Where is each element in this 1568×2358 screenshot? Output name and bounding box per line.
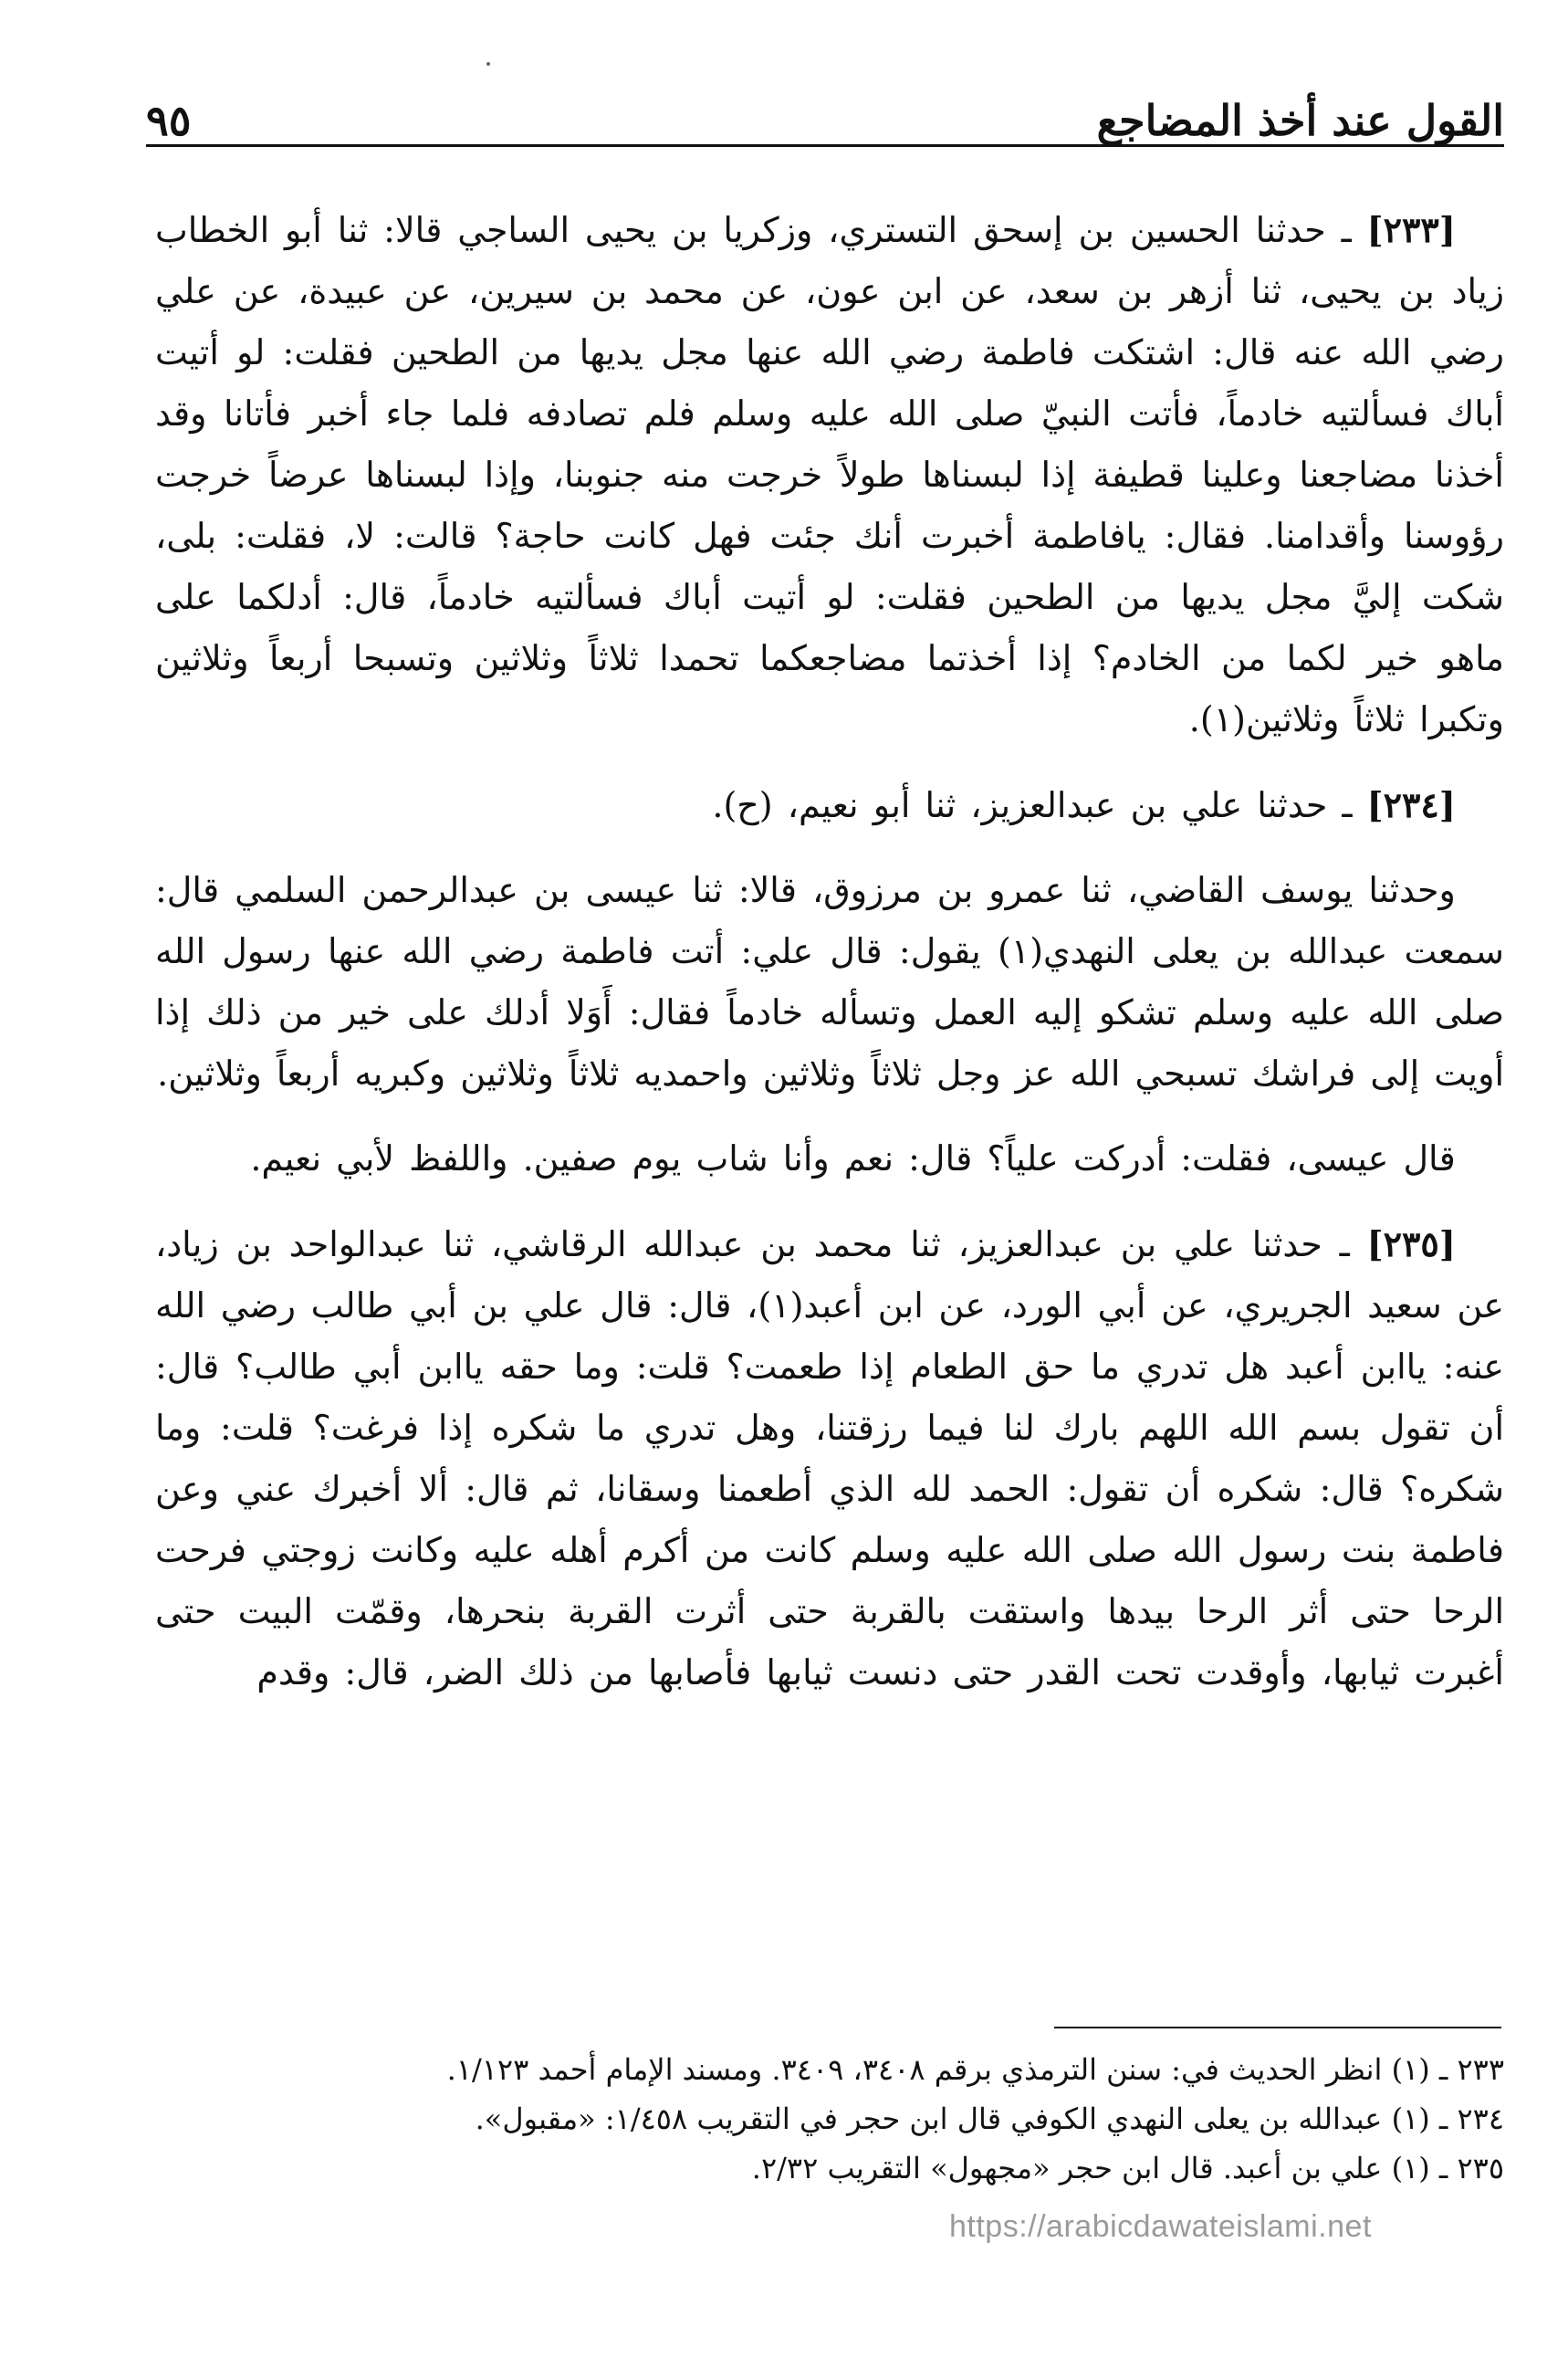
- footnote-rule: [1054, 2027, 1501, 2028]
- hadith-234-note: [155, 1128, 1504, 1189]
- main-text: [155, 199, 1504, 1703]
- hadith-234: [155, 774, 1504, 836]
- hadith-text: ـ حدثنا الحسين بن إسحق التستري، وزكريا بن يحيى الساجي قالا: ثنا أبو الخطاب زياد بن يحيى، ثنا أزهر بن سعد، عن ابن عون، عن محمد بن سيرين، عن عبيدة، عن علي رضي الله عنه قال: اشتكت فاطمة رضي الله عنها مجل يديها من الطحين فقلت: لو أتيت أباك فسألتيه خادماً، فأتت النبيّ صلى الله عليه وسلم فلم تصادفه فلما جاء أخبر فأتانا وقد أخذنا مضاجعنا وعلينا قطيفة إذا لبسناها طولاً خرجت منه جنوبنا، وإذا لبسناها عرضاً خرجت رؤوسنا وأقدامنا. فقال: يافاطمة أخبرت أنك جئت فهل كانت حاجة؟ قالت: لا، فقلت: بلى، شكت إليَّ مجل يديها من الطحين فقلت: لو أتيت أباك فسألتيه خادماً، قال: أدلكما على ماهو خير لكما من الخادم؟ إذا أخذتما مضاجعكما تحمدا ثلاثاً وثلاثين وتسبحا أربعاً وثلاثين وتكبرا ثلاثاً وثلاثين(١).: [155, 210, 1505, 739]
- hadith-number: [٢٣٣]: [1366, 209, 1456, 250]
- hadith-number: [٢٣٥]: [1366, 1223, 1456, 1264]
- chapter-title: القول عند أخذ المضاجع: [1096, 96, 1504, 145]
- hadith-text: قال عيسى، فقلت: أدركت علياً؟ قال: نعم وأنا شاب يوم صفين. واللفظ لأبي نعيم.: [250, 1138, 1456, 1179]
- footnote-235: ٢٣٥ ـ (١) علي بن أعبد. قال ابن حجر «مجهول» التقريب ٢/٣٢.: [751, 2151, 1504, 2185]
- hadith-233: [155, 199, 1504, 750]
- footnote-233: ٢٣٣ ـ (١) انظر الحديث في: سنن الترمذي برقم ٣٤٠٨، ٣٤٠٩. ومسند الإمام أحمد ١/١٢٣.: [446, 2052, 1504, 2087]
- footnote-234: ٢٣٤ ـ (١) عبدالله بن يعلى النهدي الكوفي قال ابن حجر في التقريب ١/٤٥٨: «مقبول».: [475, 2101, 1504, 2136]
- hadith-text: ـ حدثنا علي بن عبدالعزيز، ثنا محمد بن عبدالله الرقاشي، ثنا عبدالواحد بن زياد، عن سعيد الجريري، عن أبي الورد، عن ابن أعبد(١)، قال: قال علي بن أبي طالب رضي الله عنه: ياابن أعبد هل تدري ما حق الطعام إذا طعمت؟ قلت: وما حقه ياابن أبي طالب؟ قال: أن تقول بسم الله اللهم بارك لنا فيما رزقتنا، وهل تدري ما شكره إذا فرغت؟ قلت: وما شكره؟ قال: شكره أن تقول: الحمد لله الذي أطعمنا وسقانا، ثم قال: ألا أخبرك عني وعن فاطمة بنت رسول الله صلى الله عليه وسلم كانت من أكرم أهله عليه وكانت زوجتي فرحت الرحا حتى أثر الرحا بيدها واستقت بالقربة حتى أثرت القربة بنحرها، وقمّت البيت حتى أغبرت ثيابها، وأوقدت تحت القدر حتى دنست ثيابها فأصابها من ذلك الضر، قال: وقدم: [155, 1224, 1505, 1693]
- hadith-234-continuation: [155, 860, 1504, 1105]
- header-rule: [146, 144, 1504, 147]
- hadith-235: [155, 1213, 1504, 1703]
- hadith-number: [٢٣٤]: [1366, 784, 1456, 825]
- scan-speck: [486, 62, 490, 66]
- watermark-url: https://arabicdawateislami.net: [949, 2209, 1372, 2244]
- footnotes: [155, 2045, 1504, 2193]
- hadith-text: وحدثنا يوسف القاضي، ثنا عمرو بن مرزوق، قالا: ثنا عيسى بن عبدالرحمن السلمي قال: سمعت عبدالله بن يعلى النهدي(١) يقول: قال علي: أتت فاطمة رضي الله عنها رسول الله صلى الله عليه وسلم تشكو إليه العمل وتسأله خادماً فقال: أَوَلا أدلك على خير من ذلك إذا أويت إلى فراشك تسبحي الله عز وجل ثلاثاً وثلاثين واحمديه ثلاثاً وثلاثين وكبريه أربعاً وثلاثين.: [155, 870, 1504, 1094]
- page-header: [146, 87, 1504, 145]
- page-number: ٩٥: [146, 96, 192, 145]
- hadith-text: ـ حدثنا علي بن عبدالعزيز، ثنا أبو نعيم، (ح).: [712, 785, 1367, 825]
